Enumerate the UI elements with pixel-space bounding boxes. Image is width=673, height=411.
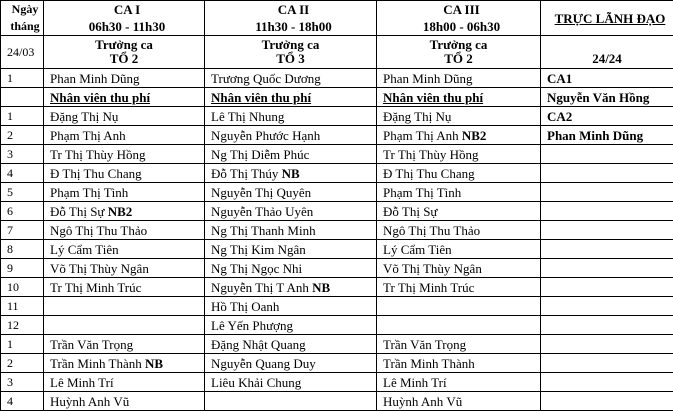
staff-name: Lê Minh Trí — [383, 374, 447, 390]
section-row — [1, 88, 673, 107]
shift-2-cell — [205, 297, 377, 316]
day-label: Ngày — [11, 2, 39, 16]
shift-1-cell — [44, 202, 205, 221]
row-number: 9 — [1, 259, 44, 278]
shift-1-cell — [44, 145, 205, 164]
shift-1-time: 06h30 - 11h30 — [88, 19, 166, 34]
shift-2-cell — [205, 126, 377, 145]
table-row — [1, 259, 673, 278]
shift-3-cell — [377, 354, 541, 373]
shift-2-lead — [205, 36, 377, 69]
shift-1-cell — [44, 240, 205, 259]
staff-name: Đặng Thị Nụ — [50, 108, 119, 124]
leadership-note — [541, 36, 673, 69]
row-number: 10 — [1, 278, 44, 297]
shift-2-cell — [205, 202, 377, 221]
leadership-cell — [541, 335, 673, 354]
day-month-header — [1, 1, 44, 36]
shift-1-cell — [44, 354, 205, 373]
row-number: 4 — [1, 392, 44, 411]
shift-3-cell — [377, 278, 541, 297]
table-row — [1, 297, 673, 316]
staff-name: Nguyễn Thảo Uyên — [211, 203, 314, 219]
table-row — [1, 164, 673, 183]
table-row — [1, 392, 673, 411]
shift-3-cell — [377, 373, 541, 392]
shift-2-lead-role: Trưởng ca — [261, 37, 320, 52]
leadership-cell — [541, 145, 673, 164]
staff-name: Phạm Thị Anh — [50, 127, 126, 143]
table-row — [1, 221, 673, 240]
row-number: 5 — [1, 183, 44, 202]
shift-3-cell — [377, 202, 541, 221]
shift-2-cell — [205, 335, 377, 354]
table-row — [1, 183, 673, 202]
shift-3-cell — [377, 69, 541, 88]
shift-2-cell — [205, 88, 377, 107]
shift-1-cell — [44, 183, 205, 202]
shift-1-lead — [44, 36, 205, 69]
row-number: 1 — [1, 335, 44, 354]
table-row — [1, 335, 673, 354]
leadership-cell: Phan Minh Dũng — [541, 126, 673, 145]
staff-name: Đỗ Thị Thúy — [211, 165, 282, 181]
shift-3-cell — [377, 88, 541, 107]
staff-name: Võ Thị Thùy Ngân — [50, 260, 149, 276]
shift-3-cell — [377, 145, 541, 164]
leadership-cell — [541, 183, 673, 202]
row-number — [1, 88, 44, 107]
staff-name: Đặng Thị Nụ — [383, 108, 452, 124]
staff-name: Phan Minh Dũng — [50, 70, 140, 86]
leadership-cell — [541, 240, 673, 259]
staff-name: Trần Văn Trọng — [383, 336, 467, 352]
row-number: 1 — [1, 107, 44, 126]
shift-1-cell — [44, 107, 205, 126]
staff-name: Nguyễn Quang Duy — [211, 355, 316, 371]
table-row — [1, 145, 673, 164]
staff-name: Phạm Thị Anh — [383, 127, 462, 143]
shift-2-cell — [205, 145, 377, 164]
date-row — [1, 36, 673, 69]
row-number: 2 — [1, 126, 44, 145]
shift-3-cell — [377, 297, 541, 316]
staff-name: Võ Thị Thùy Ngân — [383, 260, 482, 276]
shift-2-cell — [205, 240, 377, 259]
table-row — [1, 373, 673, 392]
shift-3-name: CA III — [443, 2, 480, 17]
date-cell: 24/03 — [1, 36, 44, 69]
shift-1-cell — [44, 335, 205, 354]
shift-2-name: CA II — [277, 2, 310, 17]
leadership-cell — [541, 297, 673, 316]
shift-2-header — [205, 1, 377, 36]
shift-2-cell — [205, 183, 377, 202]
staff-name: Ng Thị Kim Ngân — [211, 241, 306, 257]
row-number: 1 — [1, 69, 44, 88]
leadership-title: TRỰC LÃNH ĐẠO — [554, 10, 666, 26]
shift-2-cell — [205, 316, 377, 335]
shift-2-cell — [205, 259, 377, 278]
shift-1-cell — [44, 373, 205, 392]
leadership-cell — [541, 354, 673, 373]
staff-name: Trương Quốc Dương — [211, 70, 321, 86]
shift-2-cell — [205, 69, 377, 88]
staff-name: Tr Thị Minh Trúc — [383, 279, 475, 295]
shift-3-cell — [377, 107, 541, 126]
shift-3-header — [377, 1, 541, 36]
shift-1-cell — [44, 126, 205, 145]
shift-1-name: CA I — [113, 2, 141, 17]
leadership-cell — [541, 373, 673, 392]
leadership-cell — [541, 278, 673, 297]
staff-name: Nguyễn Thị T Anh — [211, 279, 313, 295]
staff-name: Ngô Thị Thu Thảo — [383, 222, 481, 238]
shift-2-cell — [205, 107, 377, 126]
row-number: 11 — [1, 297, 44, 316]
staff-name: Tr Thị Minh Trúc — [50, 279, 142, 295]
staff-name: Trần Minh Thành — [50, 355, 145, 371]
staff-name: Nhân viên thu phí — [50, 89, 151, 105]
staff-name: Ng Thị Ngọc Nhi — [211, 260, 303, 276]
staff-name: Phan Minh Dũng — [383, 70, 473, 86]
staff-name: Đ Thị Thu Chang — [383, 165, 475, 181]
staff-name: Nguyễn Phước Hạnh — [211, 127, 321, 143]
leadership-cell — [541, 259, 673, 278]
shift-1-cell — [44, 259, 205, 278]
role-tag: NB2 — [107, 203, 133, 219]
shift-3-cell — [377, 221, 541, 240]
shift-1-lead-role: Trưởng ca — [95, 37, 153, 52]
shift-2-lead-team: TỔ 3 — [276, 51, 305, 66]
staff-name: Đ Thị Thu Chang — [50, 165, 142, 181]
table-row — [1, 354, 673, 373]
table-row — [1, 126, 673, 145]
shift-3-lead-role: Trưởng ca — [429, 37, 488, 52]
table-row — [1, 240, 673, 259]
shift-3-lead — [377, 36, 541, 69]
staff-name: Liêu Khải Chung — [211, 374, 302, 390]
table-row — [1, 107, 673, 126]
shift-3-cell — [377, 335, 541, 354]
leadership-cell — [541, 221, 673, 240]
shift-3-lead-team: TỔ 2 — [444, 51, 473, 66]
shift-3-cell — [377, 164, 541, 183]
row-number: 2 — [1, 354, 44, 373]
staff-name: Phạm Thị Tình — [383, 184, 462, 200]
leadership-cell — [541, 316, 673, 335]
staff-name: Ng Thị Diễm Phúc — [211, 146, 310, 162]
shift-2-cell — [205, 221, 377, 240]
shift-3-cell — [377, 392, 541, 411]
role-tag: NB — [281, 165, 300, 181]
table-row — [1, 316, 673, 335]
role-tag: NB — [144, 355, 164, 371]
staff-name: Nhân viên thu phí — [211, 89, 312, 105]
shift-3-cell — [377, 259, 541, 278]
shift-2-cell — [205, 373, 377, 392]
table-row — [1, 278, 673, 297]
staff-name: Tr Thị Thùy Hồng — [383, 146, 479, 162]
shift-2-time: 11h30 - 18h00 — [255, 19, 332, 34]
leadership-header — [541, 1, 673, 36]
staff-name: Đỗ Thị Sự — [50, 203, 108, 219]
leadership-cell — [541, 202, 673, 221]
shift-1-lead-team: TỔ 2 — [109, 51, 139, 66]
staff-name: Lý Cẩm Tiên — [383, 241, 452, 257]
shift-3-cell — [377, 240, 541, 259]
shift-1-cell — [44, 88, 205, 107]
staff-name: Trần Minh Thành — [383, 355, 475, 371]
staff-name: Nguyễn Thị Quyên — [211, 184, 312, 200]
shift-1-cell — [44, 278, 205, 297]
staff-name: Đặng Nhật Quang — [211, 336, 306, 352]
staff-name: Lê Yến Phượng — [211, 317, 294, 333]
table-row — [1, 69, 673, 88]
shift-2-cell — [205, 392, 377, 411]
staff-name: Huỳnh Anh Vũ — [383, 393, 463, 409]
shift-2-cell — [205, 354, 377, 373]
row-number: 7 — [1, 221, 44, 240]
row-number: 3 — [1, 145, 44, 164]
role-tag: NB2 — [461, 127, 487, 143]
role-tag: NB — [312, 279, 331, 295]
shift-1-cell — [44, 316, 205, 335]
shift-3-cell — [377, 126, 541, 145]
leadership-cell — [541, 164, 673, 183]
row-number: 8 — [1, 240, 44, 259]
row-number: 3 — [1, 373, 44, 392]
row-number: 12 — [1, 316, 44, 335]
staff-name: Ng Thị Thanh Minh — [211, 222, 316, 238]
row-number: 4 — [1, 164, 44, 183]
leadership-cell: Nguyễn Văn Hồng — [541, 88, 673, 107]
staff-name: Phạm Thị Tình — [50, 184, 129, 200]
row-number: 6 — [1, 202, 44, 221]
shift-3-cell — [377, 316, 541, 335]
shift-1-cell — [44, 164, 205, 183]
shift-1-cell — [44, 297, 205, 316]
shift-1-cell — [44, 221, 205, 240]
shift-1-header — [44, 1, 205, 36]
staff-name: Đỗ Thị Sự — [383, 203, 438, 219]
shift-2-cell — [205, 164, 377, 183]
month-label: tháng — [10, 19, 40, 33]
staff-name: Ngô Thị Thu Thảo — [50, 222, 148, 238]
staff-name: Hồ Thị Oanh — [211, 298, 280, 314]
leadership-cell: CA2 — [541, 107, 673, 126]
leadership-cell — [541, 392, 673, 411]
shift-2-cell — [205, 278, 377, 297]
leadership-cell: CA1 — [541, 69, 673, 88]
staff-name: Trần Văn Trọng — [50, 336, 134, 352]
shift-1-cell — [44, 69, 205, 88]
staff-name: Tr Thị Thùy Hồng — [50, 146, 146, 162]
leadership-note-text: 24/24 — [592, 51, 622, 66]
table-row — [1, 202, 673, 221]
shift-3-time: 18h00 - 06h30 — [422, 19, 501, 34]
staff-name: Lê Thị Nhung — [211, 108, 285, 124]
staff-name: Huỳnh Anh Vũ — [50, 393, 130, 409]
header-row — [1, 1, 673, 36]
shift-1-cell — [44, 392, 205, 411]
staff-name: Nhân viên thu phí — [383, 89, 484, 105]
shift-3-cell — [377, 183, 541, 202]
staff-name: Lê Minh Trí — [50, 374, 114, 390]
staff-name: Lý Cẩm Tiên — [50, 241, 119, 257]
